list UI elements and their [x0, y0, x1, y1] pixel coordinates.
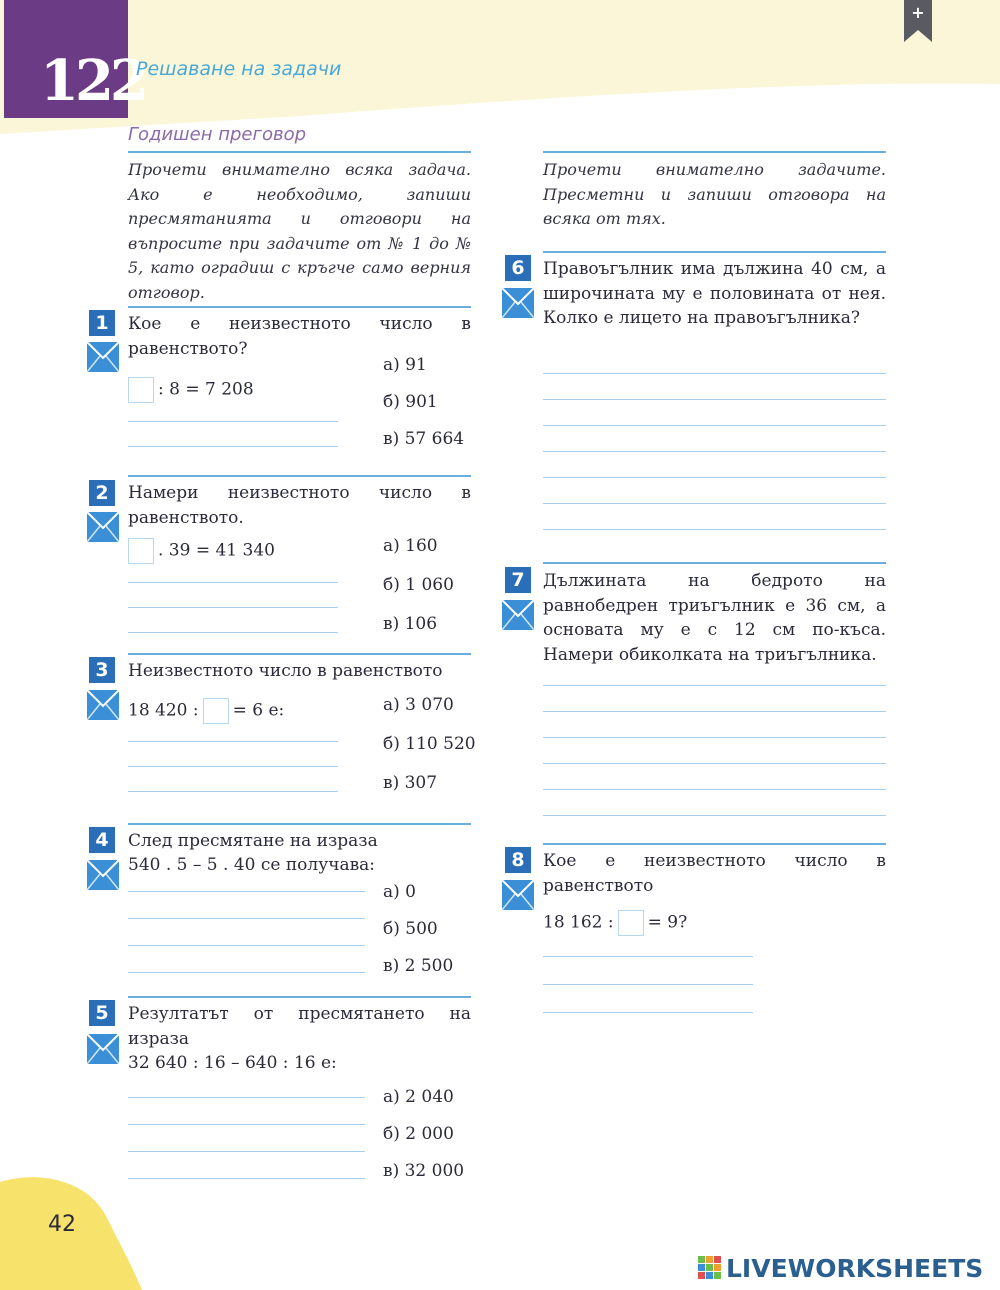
answer-line[interactable] [543, 477, 886, 478]
equation-text: 18 420 : [128, 700, 199, 721]
brand-name: LIVEWORKSHEETS [726, 1253, 984, 1283]
question-number: 4 [89, 827, 115, 853]
question-number: 2 [89, 480, 115, 506]
answer-line[interactable] [543, 815, 886, 816]
answer-line[interactable] [543, 737, 886, 738]
option-a[interactable]: а) 91 [383, 355, 427, 375]
answer-line[interactable] [543, 1012, 753, 1013]
option-c[interactable]: в) 32 000 [383, 1161, 465, 1181]
right-instructions: Прочети внимателно задачите. Пресметни и запиши отговора на всяка от тях. [543, 160, 886, 228]
section-label: Годишен преговор [128, 124, 307, 145]
blank-box[interactable] [128, 377, 154, 403]
divider [128, 151, 471, 153]
answer-line[interactable] [128, 1178, 365, 1179]
divider [128, 306, 471, 308]
answer-line[interactable] [128, 918, 365, 919]
question-number: 3 [89, 657, 115, 683]
answer-line[interactable] [128, 891, 365, 892]
answer-envelope-icon[interactable] [502, 880, 534, 910]
option-b[interactable]: б) 901 [383, 392, 438, 412]
answer-line[interactable] [543, 503, 886, 504]
answer-line[interactable] [543, 373, 886, 374]
expression: 540 . 5 – 5 . 40 се получава: [128, 855, 376, 875]
equation [124, 377, 254, 403]
answer-line[interactable] [543, 984, 753, 985]
question-text: След пресмятане на израза [128, 831, 378, 851]
lesson-number-box [4, 0, 145, 118]
equation-text: = 6 е: [232, 700, 285, 721]
divider [128, 823, 471, 825]
answer-line[interactable] [128, 741, 338, 742]
answer-line[interactable] [128, 1097, 365, 1098]
answer-line[interactable] [543, 399, 886, 400]
equation [543, 910, 687, 936]
blank-box[interactable] [618, 910, 644, 936]
question-text: Кое е неизвестното число в равенството [543, 851, 886, 896]
option-c[interactable]: в) 57 664 [383, 429, 465, 449]
option-c[interactable]: в) 307 [383, 773, 438, 793]
option-a[interactable]: а) 3 070 [383, 695, 454, 715]
question-text: Дължината на бедрото на равнобедрен триъгълник е 36 см, а основата му е с 12 см по-къса. Намери обиколката на триъгълника. [543, 571, 886, 665]
question-text: Неизвестното число в равенството [128, 661, 443, 681]
option-c[interactable]: в) 2 500 [383, 956, 454, 976]
answer-line[interactable] [543, 529, 886, 530]
question-text: Кое е неизвестното число в равенството? [128, 314, 471, 359]
answer-line[interactable] [543, 763, 886, 764]
option-a[interactable]: а) 0 [383, 882, 416, 902]
answer-line[interactable] [128, 766, 338, 767]
equation-text: : 8 = 7 208 [158, 379, 254, 400]
answer-line[interactable] [543, 711, 886, 712]
equation [124, 538, 275, 564]
answer-line[interactable] [543, 789, 886, 790]
page-number: 42 [48, 1212, 76, 1237]
answer-envelope-icon[interactable] [87, 690, 119, 720]
question-text: Намери неизвестното число в равенството. [128, 483, 471, 528]
divider [543, 843, 886, 845]
divider [543, 151, 886, 153]
question-number: 1 [89, 310, 115, 336]
answer-envelope-icon[interactable] [87, 1034, 119, 1064]
divider [128, 996, 471, 998]
answer-envelope-icon[interactable] [87, 342, 119, 372]
equation-text: 18 162 : [543, 912, 614, 933]
option-c[interactable]: в) 106 [383, 614, 438, 634]
answer-line[interactable] [543, 451, 886, 452]
answer-line[interactable] [128, 1151, 365, 1152]
left-instructions: Прочети внимателно всяка задача. Ако е необходимо, запиши пресмятанията и отговори на въпросите при задачите от № 1 до № 5, като оградиш с кръгче само верния отговор. [128, 160, 471, 302]
equation-text: . 39 = 41 340 [158, 540, 275, 561]
page-title: Решаване на задачи [136, 58, 342, 80]
answer-line[interactable] [543, 425, 886, 426]
answer-line[interactable] [128, 446, 338, 447]
divider [128, 653, 471, 655]
answer-line[interactable] [128, 945, 365, 946]
equation [128, 698, 284, 724]
question-number: 8 [505, 847, 531, 873]
answer-line[interactable] [128, 582, 338, 583]
liveworksheets-logo-icon [698, 1256, 722, 1280]
option-b[interactable]: б) 110 520 [383, 734, 476, 754]
answer-envelope-icon[interactable] [87, 860, 119, 890]
option-b[interactable]: б) 500 [383, 919, 438, 939]
blank-box[interactable] [203, 698, 229, 724]
question-number: 7 [505, 567, 531, 593]
answer-envelope-icon[interactable] [502, 288, 534, 318]
option-a[interactable]: а) 2 040 [383, 1087, 454, 1107]
divider [543, 562, 886, 564]
answer-line[interactable] [128, 421, 338, 422]
answer-envelope-icon[interactable] [87, 512, 119, 542]
answer-line[interactable] [543, 956, 753, 957]
divider [543, 251, 886, 253]
answer-line[interactable] [128, 791, 338, 792]
expression: 32 640 : 16 – 640 : 16 е: [128, 1053, 337, 1073]
bookmark-plus: + [911, 3, 925, 22]
question-number: 6 [505, 255, 531, 281]
question-text: Правоъгълник има дължина 40 см, а широчината му е половината от нея. Колко е лицето на правоъгълника? [543, 259, 886, 328]
answer-line[interactable] [128, 1124, 365, 1125]
equation-text: = 9? [647, 912, 688, 933]
brand [698, 1252, 983, 1284]
divider [128, 475, 471, 477]
option-b[interactable]: б) 1 060 [383, 575, 454, 595]
answer-line[interactable] [128, 632, 338, 633]
answer-line[interactable] [128, 607, 338, 608]
answer-line[interactable] [543, 685, 886, 686]
question-number: 5 [89, 1000, 115, 1026]
option-a[interactable]: а) 160 [383, 536, 438, 556]
answer-line[interactable] [128, 972, 365, 973]
option-b[interactable]: б) 2 000 [383, 1124, 454, 1144]
blank-box[interactable] [128, 538, 154, 564]
question-text: Резултатът от пресмятането на израза [128, 1004, 471, 1049]
answer-envelope-icon[interactable] [502, 600, 534, 630]
lesson-number: 122 [40, 48, 145, 114]
